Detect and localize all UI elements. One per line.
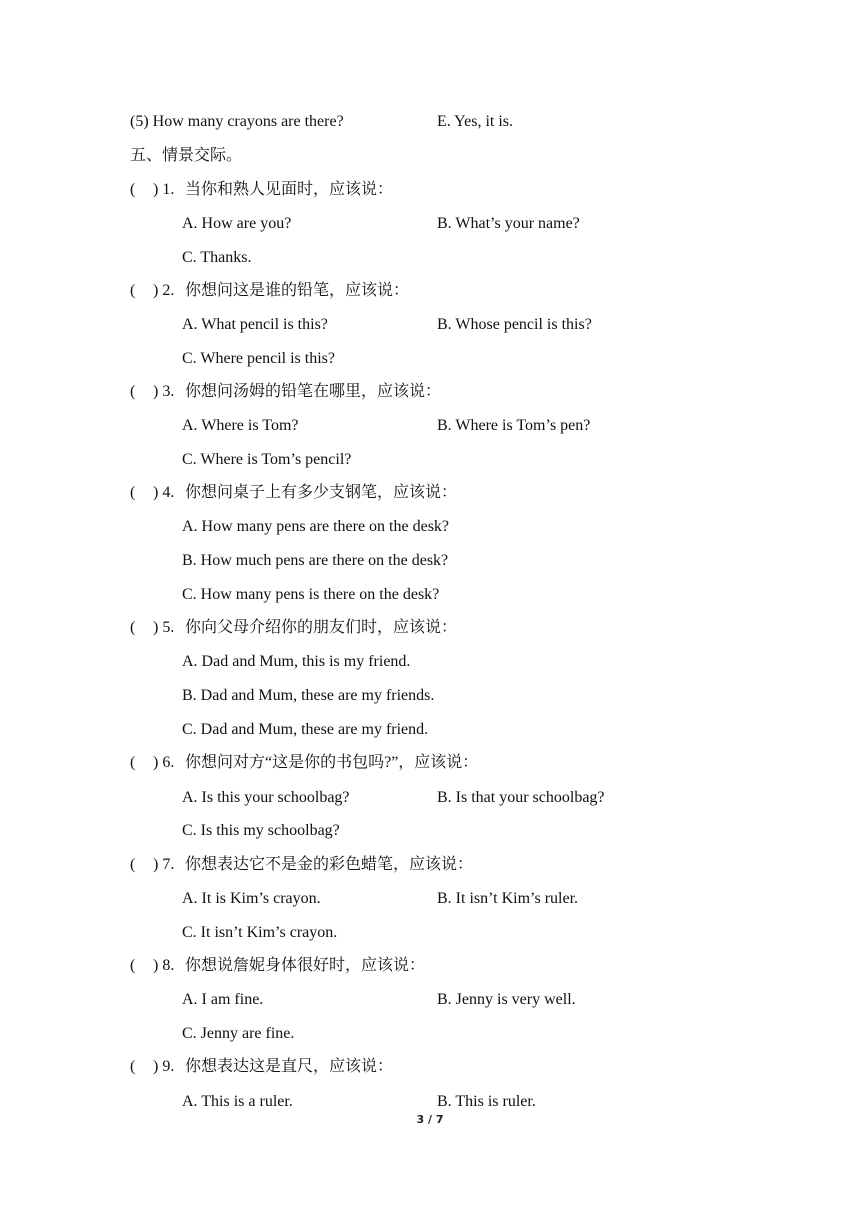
question-prompt: 你想表达它不是金的彩色蜡笔，应该说： xyxy=(185,856,474,873)
question-number: ) 6. xyxy=(153,754,175,771)
question-prompt: 你想问汤姆的铅笔在哪里，应该说： xyxy=(185,383,442,400)
question-number: ) 2. xyxy=(153,282,175,299)
option-a: A. Dad and Mum, this is my friend. xyxy=(182,653,411,670)
option-c: C. Is this my schoolbag? xyxy=(182,822,340,839)
option-c: C. It isn’t Kim’s crayon. xyxy=(182,924,338,941)
option-b: B. Is that your schoolbag? xyxy=(437,789,605,806)
match-right-item: E. Yes, it is. xyxy=(437,113,514,130)
option-a: A. How many pens are there on the desk? xyxy=(182,518,450,535)
answer-blank[interactable]: ( xyxy=(130,282,136,299)
question-prompt: 你向父母介绍你的朋友们时，应该说： xyxy=(185,619,458,636)
answer-blank[interactable]: ( xyxy=(130,754,136,771)
question-prompt: 当你和熟人见面时，应该说： xyxy=(185,181,394,198)
question-number: ) 4. xyxy=(153,484,175,501)
question-number: ) 5. xyxy=(153,619,175,636)
answer-blank[interactable]: ( xyxy=(130,1058,136,1075)
question-number: ) 8. xyxy=(153,957,175,974)
question-prompt: 你想表达这是直尺，应该说： xyxy=(185,1058,394,1075)
option-c: C. Thanks. xyxy=(182,249,252,266)
option-c: C. Where pencil is this? xyxy=(182,350,335,367)
answer-blank[interactable]: ( xyxy=(130,484,136,501)
option-a: A. What pencil is this? xyxy=(182,316,328,333)
option-c: C. How many pens is there on the desk? xyxy=(182,586,440,603)
option-b: B. Dad and Mum, these are my friends. xyxy=(182,687,435,704)
question-prompt: 你想问桌子上有多少支钢笔，应该说： xyxy=(185,484,458,501)
option-c: C. Jenny are fine. xyxy=(182,1025,295,1042)
question-prompt: 你想问对方“这是你的书包吗?”，应该说： xyxy=(185,754,479,771)
answer-blank[interactable]: ( xyxy=(130,856,136,873)
page-number: 3 / 7 xyxy=(416,1113,444,1126)
option-b: B. Jenny is very well. xyxy=(437,991,576,1008)
answer-blank[interactable]: ( xyxy=(130,957,136,974)
option-b: B. How much pens are there on the desk? xyxy=(182,552,449,569)
question-prompt: 你想问这是谁的铅笔，应该说： xyxy=(185,282,410,299)
answer-blank[interactable]: ( xyxy=(130,619,136,636)
option-a: A. This is a ruler. xyxy=(182,1093,293,1110)
match-left-item: (5) How many crayons are there? xyxy=(130,113,344,130)
answer-blank[interactable]: ( xyxy=(130,383,136,400)
option-b: B. What’s your name? xyxy=(437,215,580,232)
question-prompt: 你想说詹妮身体很好时，应该说： xyxy=(185,957,426,974)
option-b: B. It isn’t Kim’s ruler. xyxy=(437,890,579,907)
option-b: B. This is ruler. xyxy=(437,1093,536,1110)
answer-blank[interactable]: ( xyxy=(130,181,136,198)
question-number: ) 9. xyxy=(153,1058,175,1075)
option-c: C. Dad and Mum, these are my friend. xyxy=(182,721,429,738)
option-a: A. How are you? xyxy=(182,215,292,232)
option-a: A. Is this your schoolbag? xyxy=(182,789,350,806)
option-c: C. Where is Tom’s pencil? xyxy=(182,451,352,468)
section-title: 五、情景交际。 xyxy=(130,147,243,164)
question-number: ) 3. xyxy=(153,383,175,400)
option-a: A. It is Kim’s crayon. xyxy=(182,890,321,907)
option-a: A. I am fine. xyxy=(182,991,264,1008)
option-a: A. Where is Tom? xyxy=(182,417,299,434)
question-number: ) 1. xyxy=(153,181,175,198)
option-b: B. Where is Tom’s pen? xyxy=(437,417,591,434)
option-b: B. Whose pencil is this? xyxy=(437,316,592,333)
question-number: ) 7. xyxy=(153,856,175,873)
